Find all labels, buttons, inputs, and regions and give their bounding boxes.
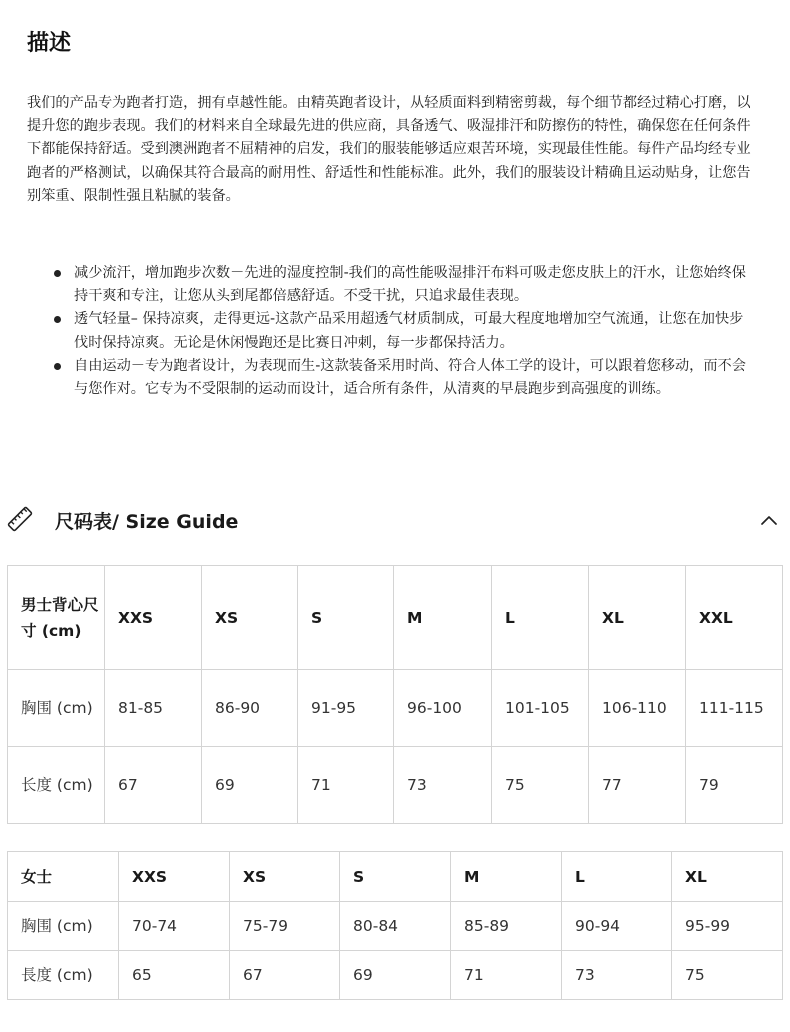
ruler-icon (6, 505, 34, 533)
table-cell: 75-79 (230, 902, 340, 951)
feature-item (50, 308, 756, 354)
men-size-header-row (8, 566, 783, 670)
feature-list (50, 262, 756, 401)
women-size-table (7, 851, 783, 1000)
table-cell: 95-99 (672, 902, 783, 951)
size-column-header: L (492, 566, 589, 670)
table-cell: 67 (230, 951, 340, 1000)
size-column-header: S (340, 852, 451, 902)
feature-text: 自由运动－专为跑者设计，为表现而生-这款装备采用时尚、符合人体工学的设计，可以跟着您移动，而不会与您作对。它专为不受限制的运动而设计，适合所有条件，从清爽的早晨跑步到高强度的训练。 (74, 357, 746, 398)
table-cell: 65 (119, 951, 230, 1000)
size-column-header: XL (672, 852, 783, 902)
feature-item (50, 355, 756, 401)
feature-item (50, 262, 756, 308)
table-cell: 73 (562, 951, 672, 1000)
men-header-label: 男士背心尺寸 (cm) (8, 566, 105, 670)
size-column-header: XXS (105, 566, 202, 670)
women-size-header-row (8, 852, 783, 902)
table-cell: 71 (298, 747, 394, 824)
table-cell: 91-95 (298, 670, 394, 747)
feature-text: 减少流汗，增加跑步次数－先进的湿度控制-我们的高性能吸湿排汗布料可吸走您皮肤上的汗水，让您始终保持干爽和专注，让您从头到尾都倍感舒适。不受干扰，只追求最佳表现。 (74, 265, 746, 305)
table-cell: 71 (451, 951, 562, 1000)
chevron-up-icon[interactable] (758, 509, 780, 531)
table-cell: 67 (105, 747, 202, 824)
size-guide-title: 尺码表/ Size Guide (55, 511, 239, 533)
row-label-length: 长度 (cm) (8, 747, 105, 824)
bullet-dot-icon (54, 363, 61, 370)
size-column-header: M (394, 566, 492, 670)
table-cell: 85-89 (451, 902, 562, 951)
size-column-header: M (451, 852, 562, 902)
table-cell: 70-74 (119, 902, 230, 951)
row-label-length: 長度 (cm) (8, 951, 119, 1000)
size-column-header: XS (230, 852, 340, 902)
table-row (8, 670, 783, 747)
table-cell: 69 (340, 951, 451, 1000)
table-cell: 80-84 (340, 902, 451, 951)
table-cell: 90-94 (562, 902, 672, 951)
table-row (8, 951, 783, 1000)
row-label-chest: 胸围 (cm) (8, 670, 105, 747)
table-cell: 81-85 (105, 670, 202, 747)
table-cell: 96-100 (394, 670, 492, 747)
row-label-chest: 胸围 (cm) (8, 902, 119, 951)
table-cell: 79 (686, 747, 783, 824)
table-cell: 111-115 (686, 670, 783, 747)
size-column-header: L (562, 852, 672, 902)
size-column-header: XS (202, 566, 298, 670)
description-paragraph: 我们的产品专为跑者打造，拥有卓越性能。由精英跑者设计，从轻质面料到精密剪裁，每个细节都经过精心打磨，以提升您的跑步表现。我们的材料来自全球最先进的供应商，具备透气、吸湿排汗和防擦伤的特性，确保您在任何条件下都能保持舒适。受到澳洲跑者不屈精神的启发，我们的服装能够适应艰苦环境，实现最佳性能。每件产品均经专业跑者的严格测试，以确保其符合最高的耐用性、舒适性和性能标准。此外，我们的服装设计精确且运动贴身，让您告别笨重、限制性强且粘腻的装备。 (27, 95, 751, 204)
table-cell: 86-90 (202, 670, 298, 747)
description-title: 描述 (27, 31, 72, 56)
size-column-header: XXS (119, 852, 230, 902)
size-guide-header[interactable] (0, 498, 790, 540)
size-column-header: XL (589, 566, 686, 670)
women-header-label: 女士 (8, 852, 119, 902)
table-cell: 106-110 (589, 670, 686, 747)
men-size-table (7, 565, 783, 824)
table-cell: 75 (672, 951, 783, 1000)
table-cell: 69 (202, 747, 298, 824)
table-cell: 75 (492, 747, 589, 824)
table-cell: 73 (394, 747, 492, 824)
bullet-dot-icon (54, 270, 61, 277)
table-cell: 101-105 (492, 670, 589, 747)
feature-text: 透气轻量– 保持凉爽，走得更远-这款产品采用超透气材质制成，可最大程度地增加空气流通，让您在加快步伐时保持凉爽。无论是休闲慢跑还是比赛日冲刺，每一步都保持活力。 (74, 311, 744, 351)
table-row (8, 902, 783, 951)
table-row (8, 747, 783, 824)
bullet-dot-icon (54, 316, 61, 323)
size-column-header: S (298, 566, 394, 670)
size-column-header: XXL (686, 566, 783, 670)
table-cell: 77 (589, 747, 686, 824)
